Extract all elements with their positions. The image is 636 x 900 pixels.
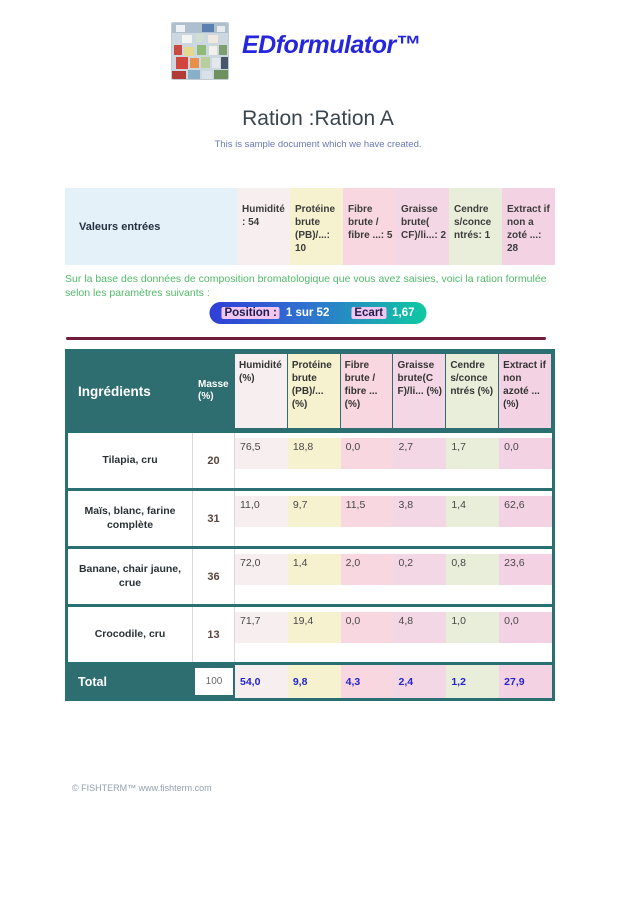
valeurs-cell-extractif xyxy=(502,188,555,265)
header-masse: Masse (%) xyxy=(198,378,229,402)
cell-cendres xyxy=(446,433,499,488)
table-row xyxy=(68,604,552,662)
total-cendres xyxy=(446,665,499,698)
footer-copyright: © FISHTERM™ www.fishterm.com xyxy=(72,783,212,793)
ingredient-masse: 36 xyxy=(193,549,235,604)
maroon-divider xyxy=(66,337,546,340)
table-row xyxy=(68,430,552,488)
valeurs-cell-graisse xyxy=(396,188,449,265)
total-masse xyxy=(193,665,235,698)
cell-value: 62,6 xyxy=(499,496,552,527)
cell-proteine xyxy=(288,607,341,662)
ingredient-name: Tilapia, cru xyxy=(68,433,193,488)
ingredient-masse: 31 xyxy=(193,491,235,546)
valeurs-cell-humidite xyxy=(237,188,290,265)
table-row xyxy=(68,546,552,604)
cell-value: 72,0 xyxy=(235,554,288,585)
position-label: Position : xyxy=(221,307,279,319)
app-title: EDformulator™ xyxy=(242,31,421,59)
cell-graisse xyxy=(393,433,446,488)
header-fibre-label: Fibre brute / fibre ... (%) xyxy=(341,354,393,428)
total-value: 2,4 xyxy=(393,665,446,698)
valeurs-cell-value: 5 xyxy=(386,230,393,241)
header-extractif xyxy=(499,352,552,430)
header-ingredients: Ingrédients xyxy=(78,383,151,399)
valeurs-cell-label: Fibre brute / fibre ...: xyxy=(348,204,387,241)
header-humidite xyxy=(235,352,288,430)
table-row xyxy=(68,488,552,546)
cell-value: 1,7 xyxy=(446,438,499,469)
cell-value: 18,8 xyxy=(288,438,341,469)
app-header xyxy=(171,22,420,80)
cell-value: 11,5 xyxy=(341,496,394,527)
position-ecart-badge xyxy=(209,302,426,324)
total-graisse xyxy=(393,665,446,698)
valeurs-cell-label: Graisse brute( CF)/li...: xyxy=(401,204,441,241)
cell-extractif xyxy=(499,433,552,488)
cell-humidite xyxy=(235,607,288,662)
ingredient-masse: 13 xyxy=(193,607,235,662)
cell-value: 19,4 xyxy=(288,612,341,643)
ecart-label: Ecart xyxy=(351,307,386,319)
ingredients-table xyxy=(65,349,555,701)
cell-value: 1,0 xyxy=(446,612,499,643)
intro-text: Sur la base des données de composition bromatologique que vous avez saisies, voici la ration formulée selon les paramètres suivants : xyxy=(65,273,547,300)
valeurs-cell-label: Protéine brute (PB)/...: xyxy=(295,204,336,241)
ingredient-masse: 20 xyxy=(193,433,235,488)
header-proteine-label: Protéine brute (PB)/... (%) xyxy=(288,354,340,428)
valeurs-cell-cendres xyxy=(449,188,502,265)
cell-value: 1,4 xyxy=(288,554,341,585)
cell-fibre xyxy=(341,549,394,604)
total-masse-value: 100 xyxy=(195,668,233,695)
valeurs-cell-value: 2 xyxy=(440,230,447,241)
cell-value: 3,8 xyxy=(393,496,446,527)
header-fibre xyxy=(341,352,394,430)
cell-value: 0,0 xyxy=(499,612,552,643)
cell-proteine xyxy=(288,491,341,546)
valeurs-cell-value: 54 xyxy=(248,217,260,228)
valeurs-entrees-label: Valeurs entrées xyxy=(65,188,237,265)
total-proteine xyxy=(288,665,341,698)
ingredient-name: Maïs, blanc, farine complète xyxy=(68,491,193,546)
cell-humidite xyxy=(235,433,288,488)
cell-graisse xyxy=(393,491,446,546)
valeurs-cell-proteine xyxy=(290,188,343,265)
cell-fibre xyxy=(341,433,394,488)
header-extractif-label: Extract if non azoté ... (%) xyxy=(499,354,551,428)
valeurs-entrees-strip xyxy=(65,188,555,265)
page-subtitle: This is sample document which we have created. xyxy=(214,139,422,150)
cell-value: 1,4 xyxy=(446,496,499,527)
total-value: 9,8 xyxy=(288,665,341,698)
cell-proteine xyxy=(288,549,341,604)
cell-value: 9,7 xyxy=(288,496,341,527)
total-value: 4,3 xyxy=(341,665,394,698)
total-value: 1,2 xyxy=(446,665,499,698)
valeurs-cell-label: Extract if non a zoté ...: xyxy=(507,204,550,241)
ingredient-name: Crocodile, cru xyxy=(68,607,193,662)
valeurs-cell-value: 10 xyxy=(295,243,307,254)
ingredient-name: Banane, chair jaune, crue xyxy=(68,549,193,604)
cell-cendres xyxy=(446,549,499,604)
header-graisse-label: Graisse brute(C F)/li... (%) xyxy=(393,354,445,428)
cell-graisse xyxy=(393,607,446,662)
app-logo-icon xyxy=(171,22,229,80)
cell-value: 76,5 xyxy=(235,438,288,469)
cell-cendres xyxy=(446,491,499,546)
cell-value: 11,0 xyxy=(235,496,288,527)
total-humidite xyxy=(235,665,288,698)
valeurs-cell-value: 1 xyxy=(484,230,491,241)
cell-proteine xyxy=(288,433,341,488)
table-header-row xyxy=(68,352,552,430)
cell-value: 4,8 xyxy=(393,612,446,643)
header-humidite-label: Humidité (%) xyxy=(235,354,287,428)
cell-extractif xyxy=(499,549,552,604)
header-proteine xyxy=(288,352,341,430)
cell-fibre xyxy=(341,607,394,662)
cell-value: 2,0 xyxy=(341,554,394,585)
total-value: 54,0 xyxy=(235,665,288,698)
valeurs-cell-label: Humidité: xyxy=(242,204,285,228)
total-fibre xyxy=(341,665,394,698)
position-value: 1 sur 52 xyxy=(285,307,330,319)
header-cendres xyxy=(446,352,499,430)
valeurs-cell-label: Cendre s/conce ntrés: xyxy=(454,204,492,241)
ecart-value: 1,67 xyxy=(392,307,415,319)
cell-cendres xyxy=(446,607,499,662)
cell-value: 0,8 xyxy=(446,554,499,585)
cell-humidite xyxy=(235,549,288,604)
cell-humidite xyxy=(235,491,288,546)
valeurs-cell-fibre xyxy=(343,188,396,265)
total-value: 27,9 xyxy=(499,665,552,698)
table-total-row xyxy=(68,662,552,698)
cell-fibre xyxy=(341,491,394,546)
total-extractif xyxy=(499,665,552,698)
cell-value: 71,7 xyxy=(235,612,288,643)
cell-value: 0,0 xyxy=(341,438,394,469)
valeurs-cell-value: 28 xyxy=(507,243,519,254)
cell-value: 0,2 xyxy=(393,554,446,585)
cell-graisse xyxy=(393,549,446,604)
cell-value: 0,0 xyxy=(499,438,552,469)
cell-value: 2,7 xyxy=(393,438,446,469)
cell-extractif xyxy=(499,491,552,546)
cell-value: 23,6 xyxy=(499,554,552,585)
total-label: Total xyxy=(78,674,107,689)
page-title: Ration :Ration A xyxy=(242,107,394,130)
header-graisse xyxy=(393,352,446,430)
header-cendres-label: Cendre s/conce ntrés (%) xyxy=(446,354,498,428)
cell-extractif xyxy=(499,607,552,662)
cell-value: 0,0 xyxy=(341,612,394,643)
